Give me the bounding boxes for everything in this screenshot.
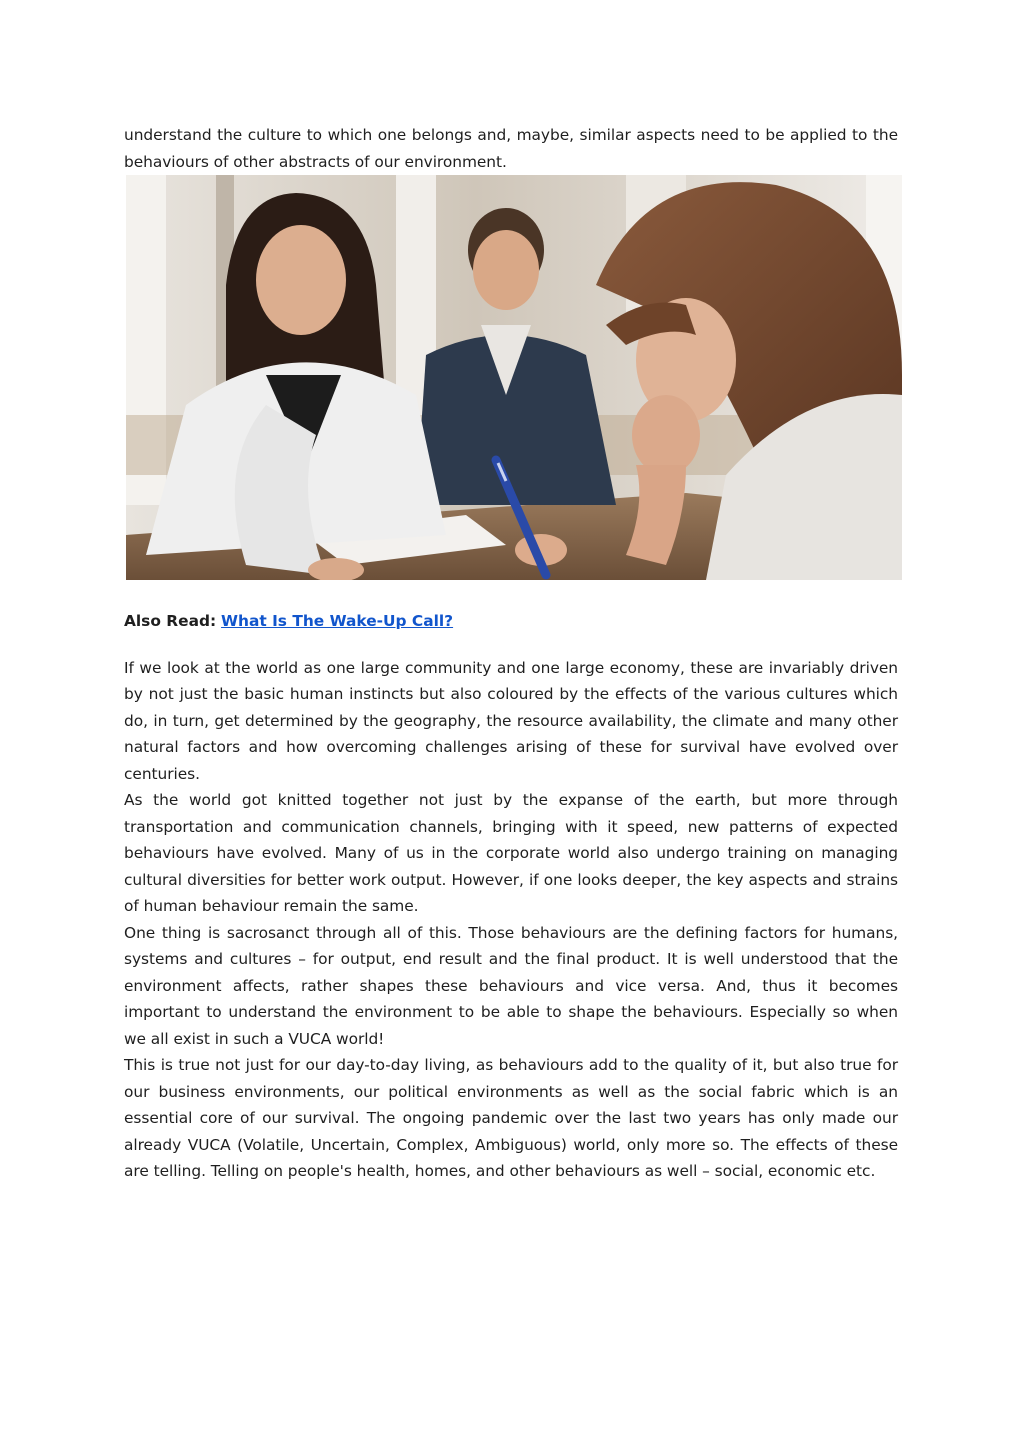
paragraph-4: This is true not just for our day-to-day living, as behaviours add to the quality of it, but also true for our business environments, our political environments as well as the social fabric which is an essential core of our survival. The ongoing pandemic over the last two years has only made our already VUCA (Volatile, Uncertain, Complex, Ambiguous) world, only more so. The effects of these are telling. Telling on people's health, homes, and other behaviours as well – social, economic etc.: [124, 1056, 898, 1180]
paragraph-2: As the world got knitted together not just by the expanse of the earth, but more through transportation and communication channels, bringing with it speed, new patterns of expected behaviours have evolved. Many of us in the corporate world also undergo training on managing cultural diversities for better work output. However, if one looks deeper, the key aspects and strains of human behaviour remain the same.: [124, 791, 898, 915]
paragraph-3: One thing is sacrosanct through all of this. Those behaviours are the defining factors for humans, systems and cultures – for output, end result and the final product. It is well understood that the environment affects, rather shapes these behaviours and vice versa. And, thus it becomes important to understand the environment to be able to shape the behaviours. Especially so when we all exist in such a VUCA world!: [124, 923, 898, 1048]
also-read-label: Also Read:: [124, 612, 217, 630]
paragraph-1: If we look at the world as one large community and one large economy, these are invariably driven by not just the basic human instincts but also coloured by the effects of the various cultures which do, in turn, get determined by the geography, the resource availability, the climate and many other natural factors and how overcoming challenges arising of these for survival have evolved over centuries.: [124, 658, 898, 783]
also-read: [124, 608, 898, 635]
also-read-link[interactable]: What Is The Wake-Up Call?: [221, 612, 454, 630]
intro-paragraph: understand the culture to which one belongs and, maybe, similar aspects need to be applied to the behaviours of other abstracts of our environment.: [124, 126, 898, 171]
document-page: [124, 122, 898, 1185]
students-photo: [126, 175, 902, 580]
students-photo-illustration: [126, 175, 902, 580]
